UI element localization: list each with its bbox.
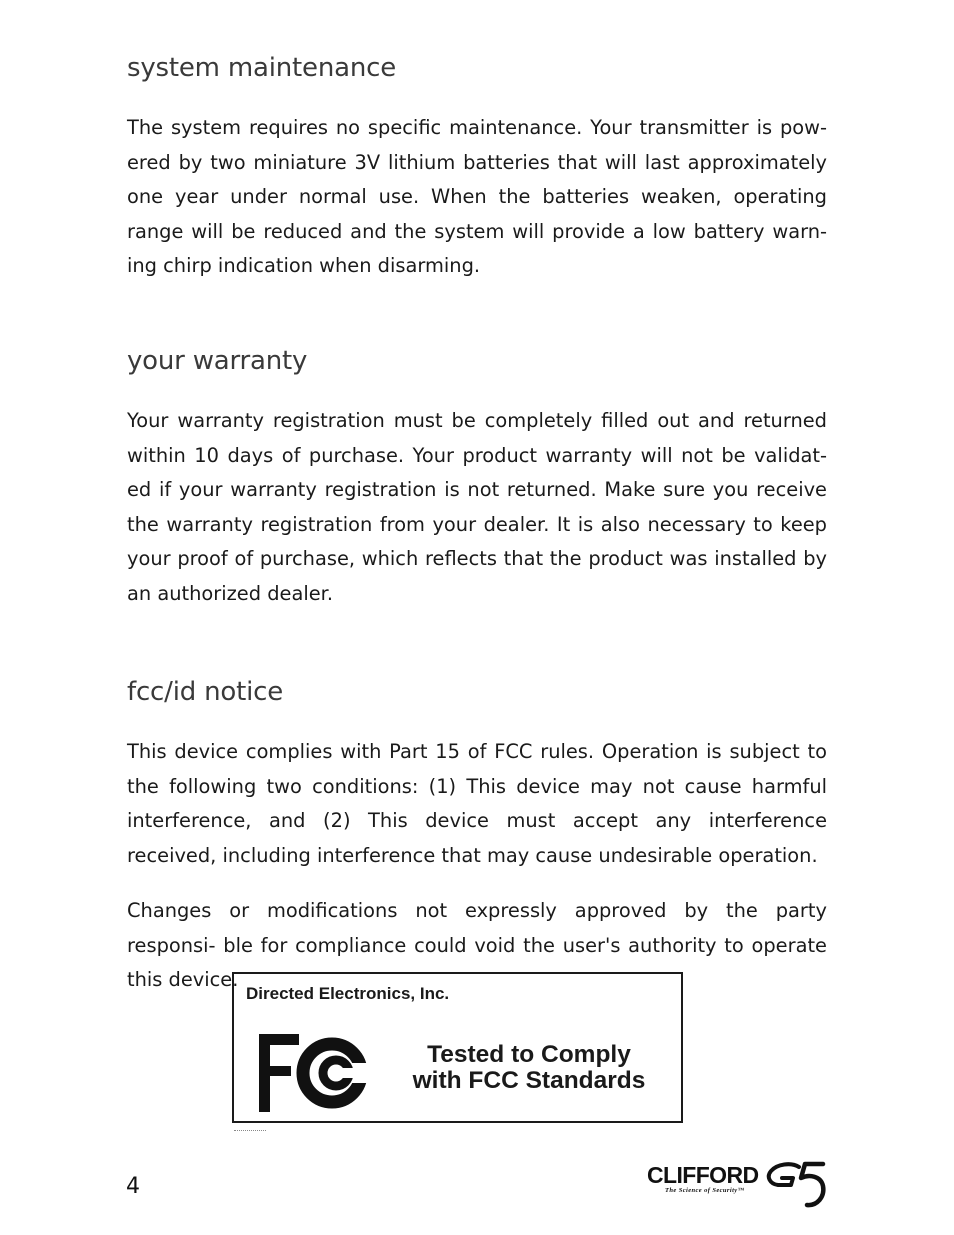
- fcc-label-fine-print: [234, 1130, 266, 1133]
- clifford-brand-name: CLIFFORD: [647, 1162, 759, 1188]
- page-number: 4: [126, 1174, 140, 1199]
- fcc-label-box: [232, 972, 683, 1123]
- section-heading-fcc-id-notice: fcc/id notice: [127, 677, 283, 707]
- fcc-compliance-paragraph: This device complies with Part 15 of FCC rules. Operation is subject to the following two conditions: (1) This device may not cause harmful interference, and (2) This device must accept any interference received, including interference that may cause undesirable operation.: [127, 740, 827, 867]
- section-heading-system-maintenance: system maintenance: [127, 53, 396, 83]
- fcc-logo-icon: [257, 1032, 370, 1114]
- fcc-tagline: [399, 1042, 659, 1094]
- fcc-label-company: Directed Electronics, Inc.: [246, 984, 450, 1003]
- section-heading-your-warranty: your warranty: [127, 346, 308, 376]
- system-maintenance-paragraph: The system requires no specific maintenance. Your transmitter is pow- ered by two miniature 3V lithium batteries that will last approximately one year under normal use. When the batteries weaken, operating range will be reduced and the system will provide a low battery warn- ing chirp indication when disarming.: [127, 116, 827, 278]
- fcc-modifications-paragraph: Changes or modifications not expressly approved by the party responsi- ble for compliance could void the user's authority to operate this device.: [127, 899, 827, 992]
- fcc-tagline-line-1: Tested to Comply: [427, 1041, 631, 1068]
- g5-model-logo-icon: [765, 1158, 830, 1210]
- warranty-paragraph: Your warranty registration must be completely filled out and returned within 10 days of purchase. Your product warranty will not be validat- ed if your warranty registration is not returned. Make sure you receive the warranty registration from your dealer. It is also necessary to keep your proof of purchase, which reflects that the product was installed by an authorized dealer.: [127, 409, 827, 605]
- clifford-logo: [645, 1158, 830, 1210]
- clifford-brand-tagline: The Science of Security™: [665, 1187, 745, 1194]
- fcc-tagline-line-2: with FCC Standards: [412, 1067, 646, 1094]
